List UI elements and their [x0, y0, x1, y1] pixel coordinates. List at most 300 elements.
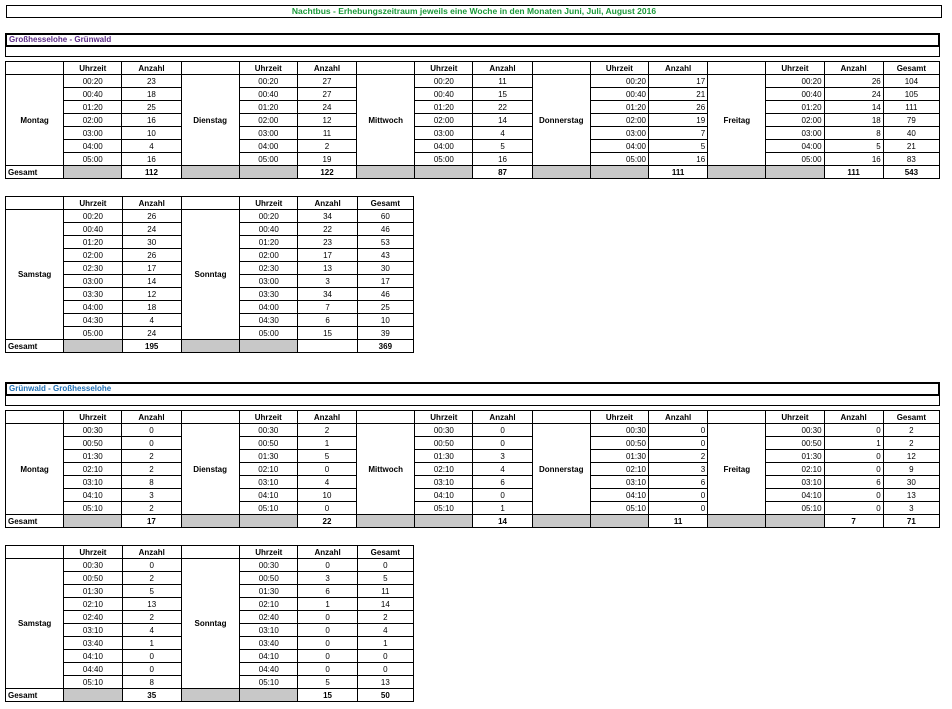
count-cell: 19 — [648, 114, 707, 127]
row-total-cell: 46 — [357, 288, 413, 301]
total-spacer — [766, 166, 824, 179]
day-label: Freitag — [708, 424, 766, 515]
time-cell: 03:10 — [239, 476, 297, 489]
count-cell: 6 — [298, 314, 357, 327]
weekday-table — [5, 61, 940, 179]
row-total-cell: 39 — [357, 327, 413, 340]
time-cell: 00:50 — [64, 572, 122, 585]
row-total-cell: 11 — [357, 585, 413, 598]
count-cell: 7 — [298, 301, 357, 314]
day-total: 15 — [298, 689, 357, 702]
count-cell: 0 — [122, 663, 181, 676]
anzahl-header: Anzahl — [473, 411, 532, 424]
time-cell: 00:40 — [415, 88, 473, 101]
count-cell: 11 — [473, 75, 532, 88]
day-header-blank — [181, 546, 239, 559]
section-title: Großhesselohe - Grünwald — [5, 33, 940, 47]
row-total-cell: 30 — [357, 262, 413, 275]
total-spacer — [64, 340, 122, 353]
count-cell: 0 — [122, 559, 181, 572]
time-cell: 05:10 — [239, 502, 297, 515]
day-label: Donnerstag — [532, 424, 590, 515]
total-spacer — [590, 166, 648, 179]
time-cell: 00:20 — [766, 75, 824, 88]
time-cell: 02:00 — [590, 114, 648, 127]
count-cell: 6 — [298, 585, 357, 598]
time-cell: 02:10 — [766, 463, 824, 476]
time-cell: 00:20 — [64, 210, 122, 223]
day-header-blank — [532, 62, 590, 75]
time-cell: 00:50 — [590, 437, 648, 450]
count-cell: 11 — [297, 127, 356, 140]
count-cell: 0 — [824, 450, 883, 463]
time-cell: 05:00 — [64, 153, 122, 166]
row-total-cell: 1 — [357, 637, 413, 650]
count-cell: 24 — [122, 327, 181, 340]
count-cell: 2 — [122, 450, 181, 463]
total-spacer — [181, 166, 239, 179]
count-cell: 12 — [122, 288, 181, 301]
count-cell: 12 — [297, 114, 356, 127]
day-header-blank — [708, 411, 766, 424]
total-spacer — [239, 515, 297, 528]
day-total: 35 — [122, 689, 181, 702]
table-row — [6, 153, 940, 166]
time-cell: 00:30 — [766, 424, 824, 437]
count-cell: 22 — [473, 101, 532, 114]
count-cell: 8 — [122, 676, 181, 689]
time-cell: 04:10 — [766, 489, 824, 502]
anzahl-header: Anzahl — [298, 546, 357, 559]
count-cell: 4 — [122, 314, 181, 327]
day-header-blank — [708, 62, 766, 75]
count-cell: 4 — [122, 624, 181, 637]
row-total-cell: 25 — [357, 301, 413, 314]
count-cell: 26 — [122, 249, 181, 262]
time-cell: 01:30 — [64, 450, 122, 463]
time-cell: 05:00 — [766, 153, 824, 166]
time-cell: 02:00 — [240, 249, 298, 262]
count-cell: 8 — [824, 127, 883, 140]
row-total-cell: 111 — [883, 101, 939, 114]
count-cell: 27 — [297, 88, 356, 101]
uhrzeit-header: Uhrzeit — [64, 197, 122, 210]
table-row — [6, 476, 940, 489]
time-cell: 00:50 — [64, 437, 122, 450]
row-total-cell: 0 — [357, 559, 413, 572]
time-cell: 04:10 — [415, 489, 473, 502]
time-cell: 02:40 — [64, 611, 122, 624]
day-total: 7 — [824, 515, 883, 528]
count-cell: 25 — [122, 101, 181, 114]
section-title: Grünwald - Großhesselohe — [5, 382, 940, 396]
count-cell: 5 — [297, 450, 356, 463]
time-cell: 03:30 — [64, 288, 122, 301]
time-cell: 03:00 — [590, 127, 648, 140]
count-cell: 16 — [648, 153, 707, 166]
time-cell: 01:30 — [64, 585, 122, 598]
row-total-cell: 40 — [883, 127, 939, 140]
time-cell: 04:30 — [240, 314, 298, 327]
count-cell: 0 — [473, 424, 532, 437]
time-cell: 04:10 — [240, 650, 298, 663]
row-total-cell: 2 — [883, 424, 939, 437]
total-label: Gesamt — [6, 340, 64, 353]
time-cell: 01:20 — [64, 236, 122, 249]
count-cell: 1 — [824, 437, 883, 450]
count-cell: 10 — [122, 127, 181, 140]
day-label: Samstag — [6, 559, 64, 689]
anzahl-header: Anzahl — [297, 62, 356, 75]
time-cell: 02:10 — [64, 598, 122, 611]
count-cell: 6 — [824, 476, 883, 489]
time-cell: 00:30 — [64, 424, 122, 437]
count-cell: 1 — [473, 502, 532, 515]
total-spacer — [415, 515, 473, 528]
time-cell: 03:00 — [64, 127, 122, 140]
count-cell: 2 — [122, 572, 181, 585]
row-total-cell: 14 — [357, 598, 413, 611]
section-divider — [5, 396, 940, 406]
day-label: Sonntag — [181, 210, 239, 340]
time-cell: 05:10 — [415, 502, 473, 515]
row-total-cell: 13 — [883, 489, 939, 502]
row-total-cell: 60 — [357, 210, 413, 223]
time-cell: 05:10 — [64, 676, 122, 689]
count-cell: 18 — [824, 114, 883, 127]
count-cell: 0 — [824, 424, 883, 437]
weekday-table — [5, 410, 940, 528]
anzahl-header: Anzahl — [648, 411, 707, 424]
count-cell: 15 — [473, 88, 532, 101]
anzahl-header: Anzahl — [298, 197, 357, 210]
anzahl-header: Anzahl — [122, 411, 181, 424]
day-label: Mittwoch — [357, 75, 415, 166]
count-cell: 0 — [297, 502, 356, 515]
day-total: 112 — [122, 166, 181, 179]
total-spacer — [766, 515, 824, 528]
time-cell: 00:50 — [240, 572, 298, 585]
table-row — [6, 437, 940, 450]
count-cell: 0 — [824, 502, 883, 515]
anzahl-header: Anzahl — [824, 411, 883, 424]
count-cell: 5 — [298, 676, 357, 689]
day-label: Montag — [6, 75, 64, 166]
time-cell: 01:20 — [766, 101, 824, 114]
total-spacer — [357, 515, 415, 528]
day-total: 111 — [824, 166, 883, 179]
time-cell: 00:40 — [240, 223, 298, 236]
day-header-blank — [357, 411, 415, 424]
day-total: 22 — [297, 515, 356, 528]
gesamt-header: Gesamt — [357, 197, 413, 210]
row-total-cell: 43 — [357, 249, 413, 262]
time-cell: 03:10 — [415, 476, 473, 489]
table-row — [6, 101, 940, 114]
grand-total: 50 — [357, 689, 413, 702]
count-cell: 16 — [122, 153, 181, 166]
count-cell: 1 — [297, 437, 356, 450]
section-divider — [5, 47, 940, 57]
time-cell: 01:20 — [240, 236, 298, 249]
time-cell: 04:10 — [64, 489, 122, 502]
row-total-cell: 46 — [357, 223, 413, 236]
count-cell: 24 — [824, 88, 883, 101]
time-cell: 04:10 — [239, 489, 297, 502]
anzahl-header: Anzahl — [122, 197, 181, 210]
time-cell: 00:40 — [766, 88, 824, 101]
count-cell: 24 — [122, 223, 181, 236]
total-spacer — [240, 340, 298, 353]
row-total-cell: 2 — [357, 611, 413, 624]
count-cell: 19 — [297, 153, 356, 166]
total-spacer — [590, 515, 648, 528]
count-cell: 2 — [122, 463, 181, 476]
count-cell: 0 — [298, 559, 357, 572]
row-total-cell: 3 — [883, 502, 939, 515]
count-cell: 16 — [473, 153, 532, 166]
uhrzeit-header: Uhrzeit — [766, 62, 824, 75]
time-cell: 00:30 — [64, 559, 122, 572]
grand-total: 369 — [357, 340, 413, 353]
time-cell: 04:40 — [64, 663, 122, 676]
row-total-cell: 83 — [883, 153, 939, 166]
row-total-cell: 30 — [883, 476, 939, 489]
count-cell: 0 — [122, 437, 181, 450]
time-cell: 02:00 — [64, 249, 122, 262]
time-cell: 01:30 — [415, 450, 473, 463]
anzahl-header: Anzahl — [297, 411, 356, 424]
count-cell: 16 — [122, 114, 181, 127]
day-label: Donnerstag — [532, 75, 590, 166]
time-cell: 05:00 — [415, 153, 473, 166]
day-total: 11 — [648, 515, 707, 528]
grand-total: 543 — [883, 166, 939, 179]
total-spacer — [64, 166, 122, 179]
day-header-blank — [181, 62, 239, 75]
count-cell: 22 — [298, 223, 357, 236]
time-cell: 00:40 — [239, 88, 297, 101]
count-cell: 13 — [122, 598, 181, 611]
day-header-blank — [6, 197, 64, 210]
uhrzeit-header: Uhrzeit — [240, 546, 298, 559]
table-row — [6, 424, 940, 437]
time-cell: 02:00 — [239, 114, 297, 127]
total-spacer — [181, 689, 239, 702]
day-label: Freitag — [708, 75, 766, 166]
day-header-blank — [532, 411, 590, 424]
day-label: Dienstag — [181, 424, 239, 515]
row-total-cell: 10 — [357, 314, 413, 327]
count-cell: 21 — [648, 88, 707, 101]
time-cell: 00:20 — [64, 75, 122, 88]
time-cell: 04:00 — [64, 140, 122, 153]
table-row — [6, 114, 940, 127]
time-cell: 05:00 — [64, 327, 122, 340]
time-cell: 03:00 — [239, 127, 297, 140]
day-total — [298, 340, 357, 353]
time-cell: 03:30 — [240, 288, 298, 301]
time-cell: 00:30 — [239, 424, 297, 437]
total-row — [6, 166, 940, 179]
row-total-cell: 2 — [883, 437, 939, 450]
day-label: Samstag — [6, 210, 64, 340]
time-cell: 05:10 — [240, 676, 298, 689]
total-spacer — [708, 515, 766, 528]
time-cell: 00:40 — [64, 88, 122, 101]
time-cell: 02:30 — [240, 262, 298, 275]
table-header-row — [6, 62, 940, 75]
time-cell: 03:10 — [64, 624, 122, 637]
count-cell: 1 — [122, 637, 181, 650]
count-cell: 0 — [473, 437, 532, 450]
table-row — [6, 140, 940, 153]
time-cell: 00:40 — [590, 88, 648, 101]
time-cell: 03:10 — [590, 476, 648, 489]
count-cell: 2 — [648, 450, 707, 463]
count-cell: 4 — [473, 127, 532, 140]
count-cell: 0 — [122, 424, 181, 437]
row-total-cell: 0 — [357, 663, 413, 676]
time-cell: 05:00 — [240, 327, 298, 340]
day-label: Sonntag — [181, 559, 239, 689]
time-cell: 03:00 — [64, 275, 122, 288]
uhrzeit-header: Uhrzeit — [590, 62, 648, 75]
total-spacer — [181, 340, 239, 353]
total-spacer — [708, 166, 766, 179]
total-spacer — [415, 166, 473, 179]
uhrzeit-header: Uhrzeit — [64, 546, 122, 559]
time-cell: 04:10 — [590, 489, 648, 502]
time-cell: 00:40 — [64, 223, 122, 236]
row-total-cell: 5 — [357, 572, 413, 585]
table-row — [6, 88, 940, 101]
time-cell: 02:10 — [239, 463, 297, 476]
count-cell: 0 — [298, 650, 357, 663]
day-total: 195 — [122, 340, 181, 353]
table-header-row — [6, 546, 414, 559]
day-header-blank — [6, 411, 64, 424]
uhrzeit-header: Uhrzeit — [415, 411, 473, 424]
count-cell: 4 — [473, 463, 532, 476]
total-label: Gesamt — [6, 166, 64, 179]
anzahl-header: Anzahl — [473, 62, 532, 75]
row-total-cell: 9 — [883, 463, 939, 476]
day-total: 14 — [473, 515, 532, 528]
day-label: Montag — [6, 424, 64, 515]
time-cell: 01:20 — [415, 101, 473, 114]
table-row — [6, 489, 940, 502]
count-cell: 14 — [122, 275, 181, 288]
time-cell: 01:20 — [239, 101, 297, 114]
time-cell: 00:30 — [590, 424, 648, 437]
count-cell: 4 — [122, 140, 181, 153]
time-cell: 02:40 — [240, 611, 298, 624]
day-total: 111 — [648, 166, 707, 179]
count-cell: 3 — [298, 572, 357, 585]
count-cell: 2 — [297, 424, 356, 437]
table-row — [6, 463, 940, 476]
time-cell: 01:30 — [240, 585, 298, 598]
weekend-table — [5, 196, 414, 353]
total-spacer — [64, 515, 122, 528]
time-cell: 02:10 — [64, 463, 122, 476]
time-cell: 00:20 — [239, 75, 297, 88]
time-cell: 02:30 — [64, 262, 122, 275]
count-cell: 27 — [297, 75, 356, 88]
count-cell: 26 — [122, 210, 181, 223]
count-cell: 2 — [122, 502, 181, 515]
count-cell: 24 — [297, 101, 356, 114]
count-cell: 8 — [122, 476, 181, 489]
count-cell: 26 — [648, 101, 707, 114]
count-cell: 3 — [473, 450, 532, 463]
table-row — [6, 502, 940, 515]
table-header-row — [6, 197, 414, 210]
time-cell: 00:20 — [590, 75, 648, 88]
count-cell: 30 — [122, 236, 181, 249]
count-cell: 16 — [824, 153, 883, 166]
gesamt-header: Gesamt — [883, 411, 939, 424]
time-cell: 00:50 — [239, 437, 297, 450]
total-spacer — [240, 689, 298, 702]
day-header-blank — [181, 411, 239, 424]
count-cell: 5 — [824, 140, 883, 153]
uhrzeit-header: Uhrzeit — [239, 411, 297, 424]
day-total: 122 — [297, 166, 356, 179]
count-cell: 7 — [648, 127, 707, 140]
uhrzeit-header: Uhrzeit — [64, 62, 122, 75]
day-total: 17 — [122, 515, 181, 528]
time-cell: 02:00 — [415, 114, 473, 127]
time-cell: 01:20 — [64, 101, 122, 114]
uhrzeit-header: Uhrzeit — [590, 411, 648, 424]
total-spacer — [181, 515, 239, 528]
time-cell: 01:30 — [239, 450, 297, 463]
count-cell: 3 — [298, 275, 357, 288]
count-cell: 0 — [824, 463, 883, 476]
time-cell: 04:00 — [415, 140, 473, 153]
row-total-cell: 53 — [357, 236, 413, 249]
count-cell: 0 — [298, 611, 357, 624]
count-cell: 6 — [473, 476, 532, 489]
time-cell: 02:10 — [590, 463, 648, 476]
anzahl-header: Anzahl — [824, 62, 883, 75]
grand-total: 71 — [883, 515, 939, 528]
count-cell: 0 — [298, 624, 357, 637]
count-cell: 3 — [122, 489, 181, 502]
row-total-cell: 105 — [883, 88, 939, 101]
time-cell: 02:00 — [766, 114, 824, 127]
gesamt-header: Gesamt — [357, 546, 413, 559]
time-cell: 01:30 — [590, 450, 648, 463]
time-cell: 03:10 — [64, 476, 122, 489]
total-spacer — [239, 166, 297, 179]
time-cell: 02:10 — [240, 598, 298, 611]
time-cell: 02:00 — [64, 114, 122, 127]
table-row — [6, 75, 940, 88]
row-total-cell: 0 — [357, 650, 413, 663]
row-total-cell: 79 — [883, 114, 939, 127]
count-cell: 18 — [122, 301, 181, 314]
gesamt-header: Gesamt — [883, 62, 939, 75]
time-cell: 05:00 — [239, 153, 297, 166]
time-cell: 05:10 — [590, 502, 648, 515]
count-cell: 18 — [122, 88, 181, 101]
count-cell: 23 — [122, 75, 181, 88]
row-total-cell: 4 — [357, 624, 413, 637]
total-label: Gesamt — [6, 689, 64, 702]
